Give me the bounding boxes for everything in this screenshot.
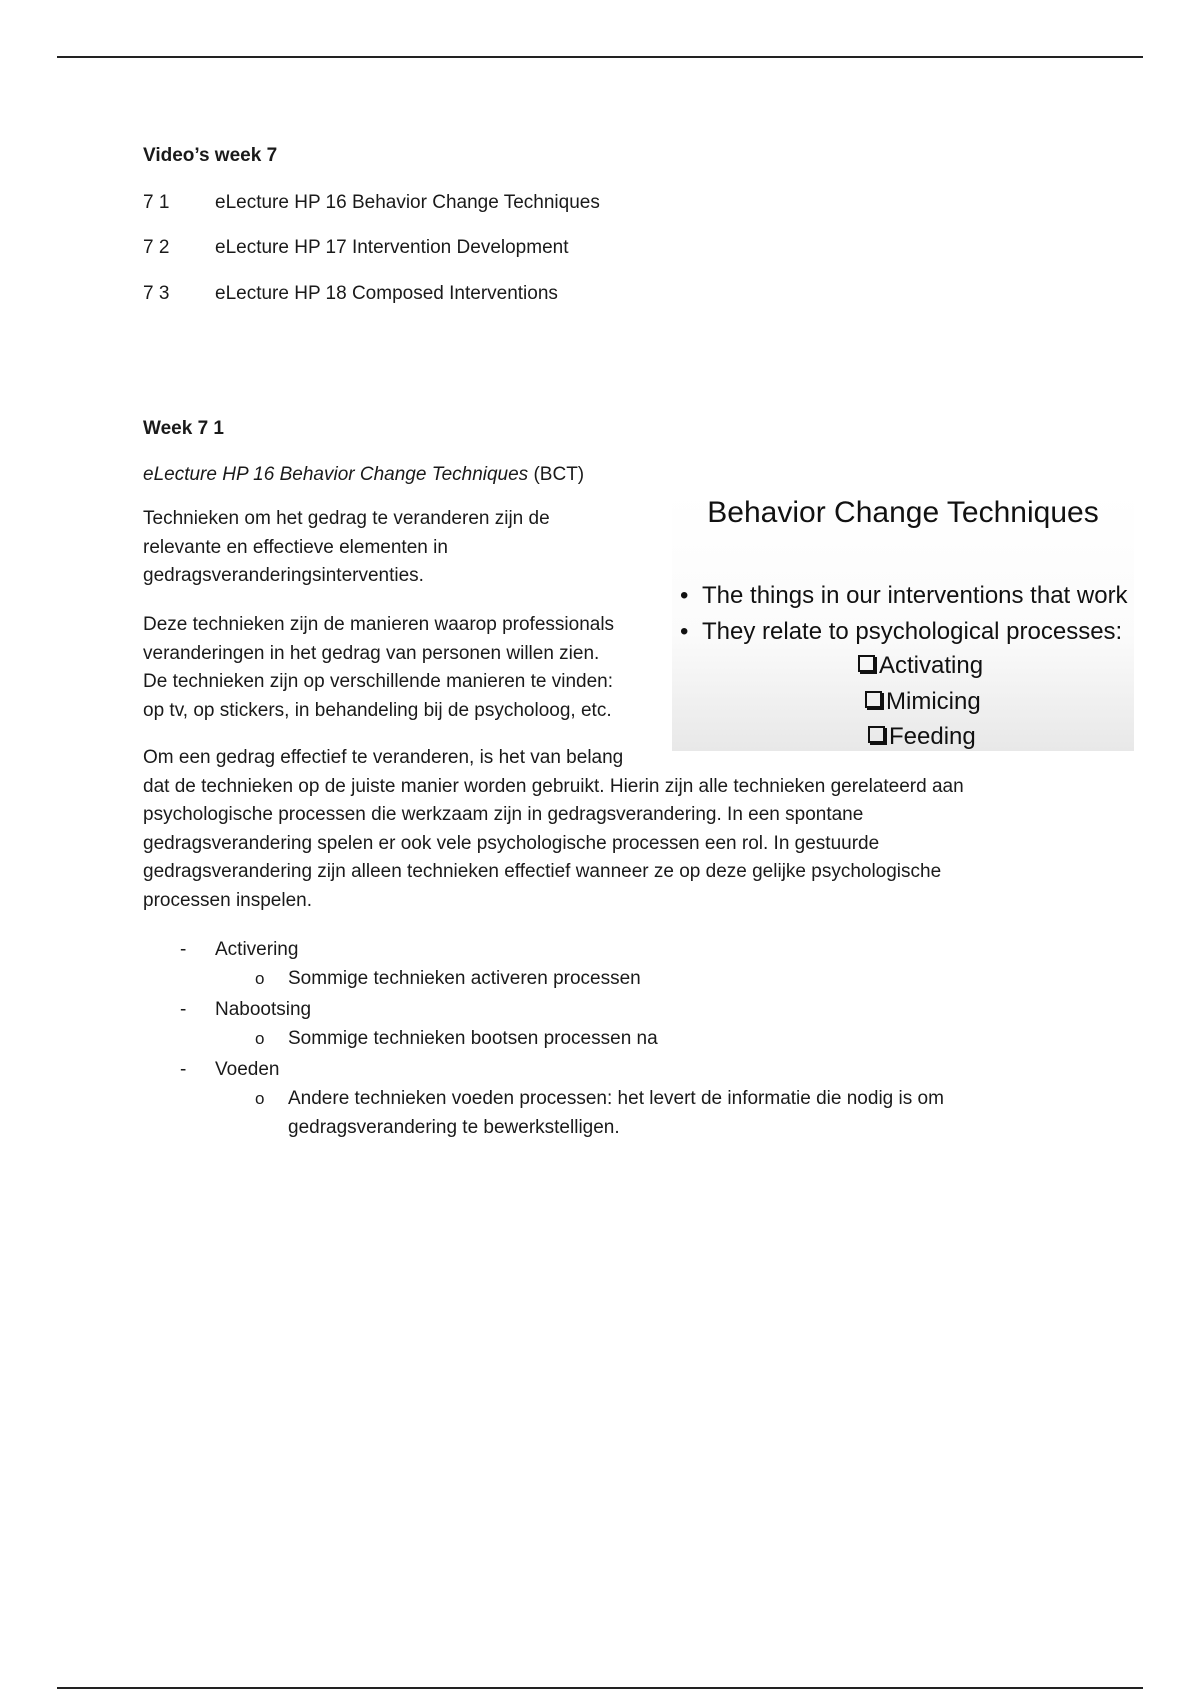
checkbox-icon (858, 655, 875, 672)
video-title: eLecture HP 18 Composed Interventions (215, 283, 558, 304)
paragraph-line: gedragsverandering zijn alleen technieken effectief wanneer ze op deze gelijke psychologische (143, 861, 942, 882)
paragraph-line: gedragsverandering spelen er ook vele psychologische processen een rol. In gestuurde (143, 832, 880, 854)
video-number: 7 3 (143, 283, 170, 304)
paragraph-line: relevante en effectieve elementen in (143, 536, 448, 558)
list-item-label: Nabootsing (215, 999, 312, 1020)
slide-bullet: • They relate to psychological processes: (680, 618, 1123, 645)
paragraph-techniques (143, 611, 614, 725)
videos-heading: Video’s week 7 (143, 145, 278, 166)
paragraph-intro (143, 505, 550, 591)
list-subitem: gedragsverandering te bewerkstelligen. (288, 1117, 620, 1138)
dash-bullet: - (180, 999, 187, 1020)
circle-bullet: o (255, 969, 265, 988)
week-heading: Week 7 1 (143, 418, 224, 439)
paragraph-line: Deze technieken zijn de manieren waarop professionals (143, 614, 615, 635)
lecture-subtitle (143, 461, 584, 489)
slide-bullet-text: The things in our interventions that work (702, 582, 1128, 609)
circle-bullet: o (255, 1089, 265, 1108)
paragraph-line: processen inspelen. (143, 889, 312, 911)
slide-bullet-text: They relate to psychological processes: (702, 618, 1123, 645)
slide-image (672, 492, 1134, 751)
checkbox-icon (868, 726, 885, 743)
video-title: eLecture HP 16 Behavior Change Techniques (215, 192, 600, 213)
slide-bullet: • The things in our interventions that work (680, 582, 1128, 609)
slide-check-item (858, 652, 983, 680)
list-subitem: Sommige technieken activeren processen (288, 968, 641, 989)
list-subitem: Andere technieken voeden processen: het levert de informatie die nodig is om (288, 1088, 944, 1109)
header-rule (57, 56, 1143, 58)
list-item-label: Activering (215, 939, 299, 960)
footer-rule (57, 1687, 1143, 1689)
paragraph-effective (143, 744, 964, 915)
paragraph-line: veranderingen in het gedrag van personen willen zien. (143, 642, 600, 664)
dash-bullet: - (180, 1059, 187, 1080)
paragraph-line: Om een gedrag effectief te veranderen, is het van belang (143, 747, 624, 768)
paragraph-line: psychologische processen die werkzaam zijn in gedragsverandering. In een spontane (143, 804, 864, 825)
video-number: 7 1 (143, 192, 170, 213)
paragraph-line: op tv, op stickers, in behandeling bij de psycholoog, etc. (143, 699, 612, 721)
paragraph-line: Technieken om het gedrag te veranderen zijn de (143, 508, 550, 529)
video-title: eLecture HP 17 Intervention Development (215, 237, 569, 258)
checkbox-icon (865, 691, 882, 708)
slide-check-item (868, 723, 976, 751)
list-item-label: Voeden (215, 1059, 280, 1080)
slide-check-text: Activating (879, 652, 984, 679)
video-number: 7 2 (143, 237, 170, 258)
slide-title: Behavior Change Techniques (707, 496, 1099, 529)
slide-check-text: Mimicing (886, 688, 981, 715)
slide-check-text: Feeding (889, 723, 976, 750)
lecture-subtitle-suffix: (BCT) (528, 464, 585, 485)
paragraph-line: gedragsveranderingsinterventies. (143, 565, 424, 586)
paragraph-line: dat de technieken op de juiste manier worden gebruikt. Hierin zijn alle technieken gerelateerd aan (143, 775, 964, 797)
lecture-subtitle-title: eLecture HP 16 Behavior Change Techniques (143, 464, 529, 485)
slide-check-item (865, 688, 981, 716)
list-subitem: Sommige technieken bootsen processen na (288, 1028, 658, 1049)
circle-bullet: o (255, 1029, 265, 1048)
paragraph-line: De technieken zijn op verschillende manieren te vinden: (143, 671, 613, 692)
dash-bullet: - (180, 939, 187, 960)
